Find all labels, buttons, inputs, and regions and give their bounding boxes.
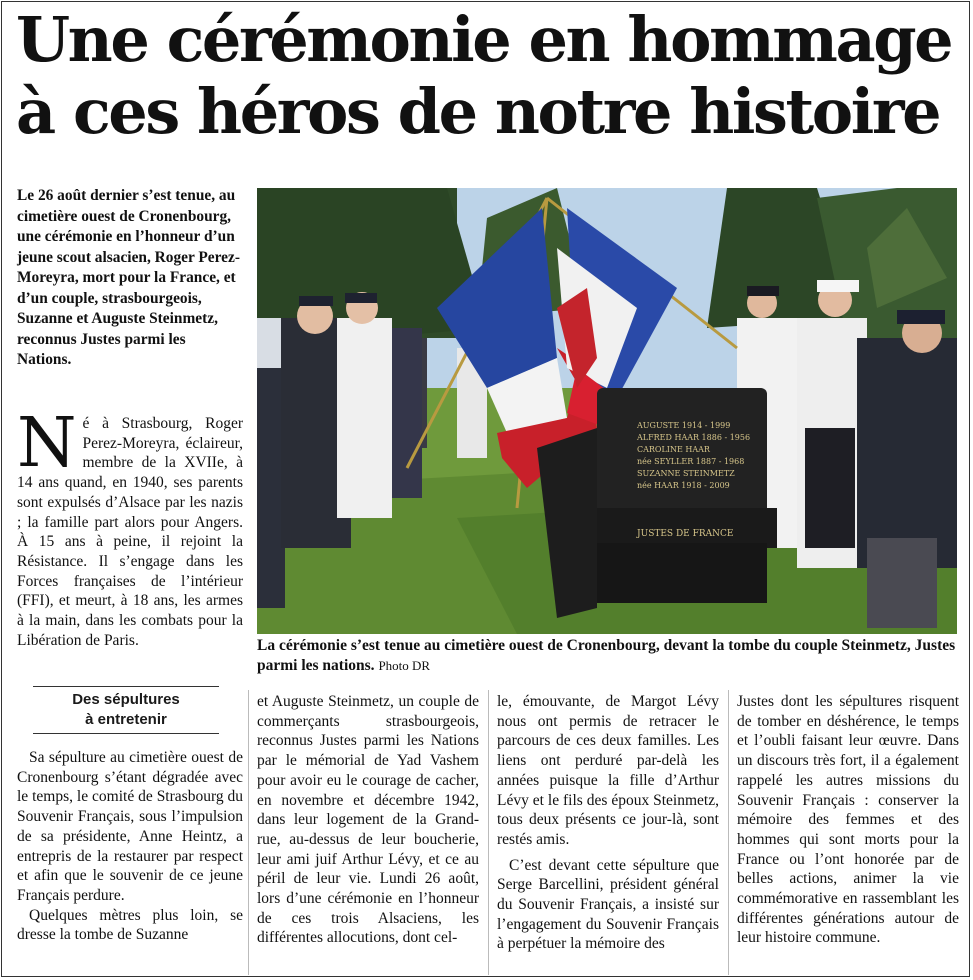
body-column-2: et Auguste Steinmetz, un couple de commerçants strasbourgeois, reconnus Justes parmi les Nations par le mémorial de Yad Vashem pour avoir eu le courage de cacher, en novembre et décembre 1942, dans leur logement de la Grand-rue, au-dessus de leur boucherie, leur ami juif Arthur Lévy, et ce au péril de leur vie. Lundi 26 août, lors d’une cérémonie en l’honneur de ces trois Alsaciens, les différentes allocutions, dont cel- <box>257 693 479 947</box>
subhead-rule-bottom <box>33 733 219 734</box>
caption-text: La cérémonie s’est tenue au cimetière ouest de Cronenbourg, devant la tombe du couple Steinmetz, Justes parmi les nations. <box>257 637 956 674</box>
headstone-line-2: ALFRED HAAR 1886 - 1956 <box>637 433 751 442</box>
headstone-line-6: née HAAR 1918 - 2009 <box>637 481 730 490</box>
headstone-line-1: AUGUSTE 1914 - 1999 <box>637 421 731 430</box>
subhead-line-2: à entretenir <box>85 711 167 728</box>
column-separator <box>248 690 249 975</box>
lead-paragraph: Le 26 août dernier s’est tenue, au cimetière ouest de Cronenbourg, une cérémonie en l’honneur d’un jeune scout alsacien, Roger Perez-Moreyra, mort pour la France, et d’un couple, strasbourgeois, Suzanne et Auguste Steinmetz, reconnus Justes parmi les Nations. <box>17 187 240 368</box>
column-separator <box>728 690 729 975</box>
subhead-line-1: Des sépultures <box>72 691 180 708</box>
body-column-3 <box>497 692 719 954</box>
headstone-line-5: SUZANNE STEINMETZ <box>637 469 735 478</box>
body-column-3-p2: C’est devant cette sépulture que Serge Barcellini, président général du Souvenir Français, a insisté sur l’engagement du Souvenir Français à perpétuer la mémoire des <box>497 856 719 953</box>
ceremony-photo <box>257 188 957 634</box>
body-paragraph-1 <box>17 404 243 650</box>
headline <box>16 4 966 148</box>
body-paragraph-3-start: Quelques mètres plus loin, se dresse la tombe de Suzanne <box>17 906 243 944</box>
headline-line-1: Une cérémonie en hommage <box>16 3 952 76</box>
drop-cap: N <box>17 404 77 483</box>
photo-caption <box>257 636 959 676</box>
photo-credit: Photo DR <box>378 658 431 673</box>
subhead <box>33 690 219 730</box>
body-paragraph-2 <box>17 748 243 945</box>
headstone-plaque: JUSTES DE FRANCE <box>637 529 734 539</box>
body-paragraph-1-text: é à Strasbourg, Roger Perez-Moreyra, éclaireur, membre de la XVIIe, à 14 ans quand, en 1940, ses parents sont expulsés d’Alsace par les nazis ; la famille part alors pour Angers. À 15 ans à peine, il rejoint la Résistance. Il s’engage dans les Forces françaises de l’intérieur (FFI), et meurt, à 18 ans, les armes à la main, dans les combats pour la Libération de Paris. <box>17 415 243 649</box>
body-paragraph-2-text: Sa sépulture au cimetière ouest de Cronenbourg s’étant dégradée avec le temps, le comité de Strasbourg du Souvenir Français, sous l’impulsion de sa présidente, Anne Heintz, a entrepris de la restaurer par respect et afin que le souvenir de ce jeune Français perdure. <box>17 749 243 904</box>
subhead-rule-top <box>33 686 219 687</box>
headstone-line-3: CAROLINE HAAR <box>637 445 710 454</box>
body-column-4: Justes dont les sépultures risquent de tomber en déshérence, le temps et l’oubli faisant leur œuvre. Dans un discours très fort, il a également rappelé les autres missions du Souvenir Français : conserver la mémoire des femmes et des hommes qui sont morts pour la France ou l’ont honorée par de belles actions, animer la vie commémorative en rassemblant les différentes générations autour de leur histoire commune. <box>737 693 959 947</box>
body-column-3-p1: le, émouvante, de Margot Lévy nous ont permis de retracer le parcours de ces deux familles. Les liens ont perduré par-delà les années puisque la fille d’Arthur Lévy et le fils des époux Steinmetz, tous deux présents ce jour-là, sont restés amis. <box>497 693 719 848</box>
headstone-line-4: née SEYLLER 1887 - 1968 <box>637 457 745 466</box>
headline-line-2: à ces héros de notre histoire <box>16 75 940 148</box>
column-separator <box>488 690 489 975</box>
ceremony-photo-illustration <box>257 188 957 634</box>
